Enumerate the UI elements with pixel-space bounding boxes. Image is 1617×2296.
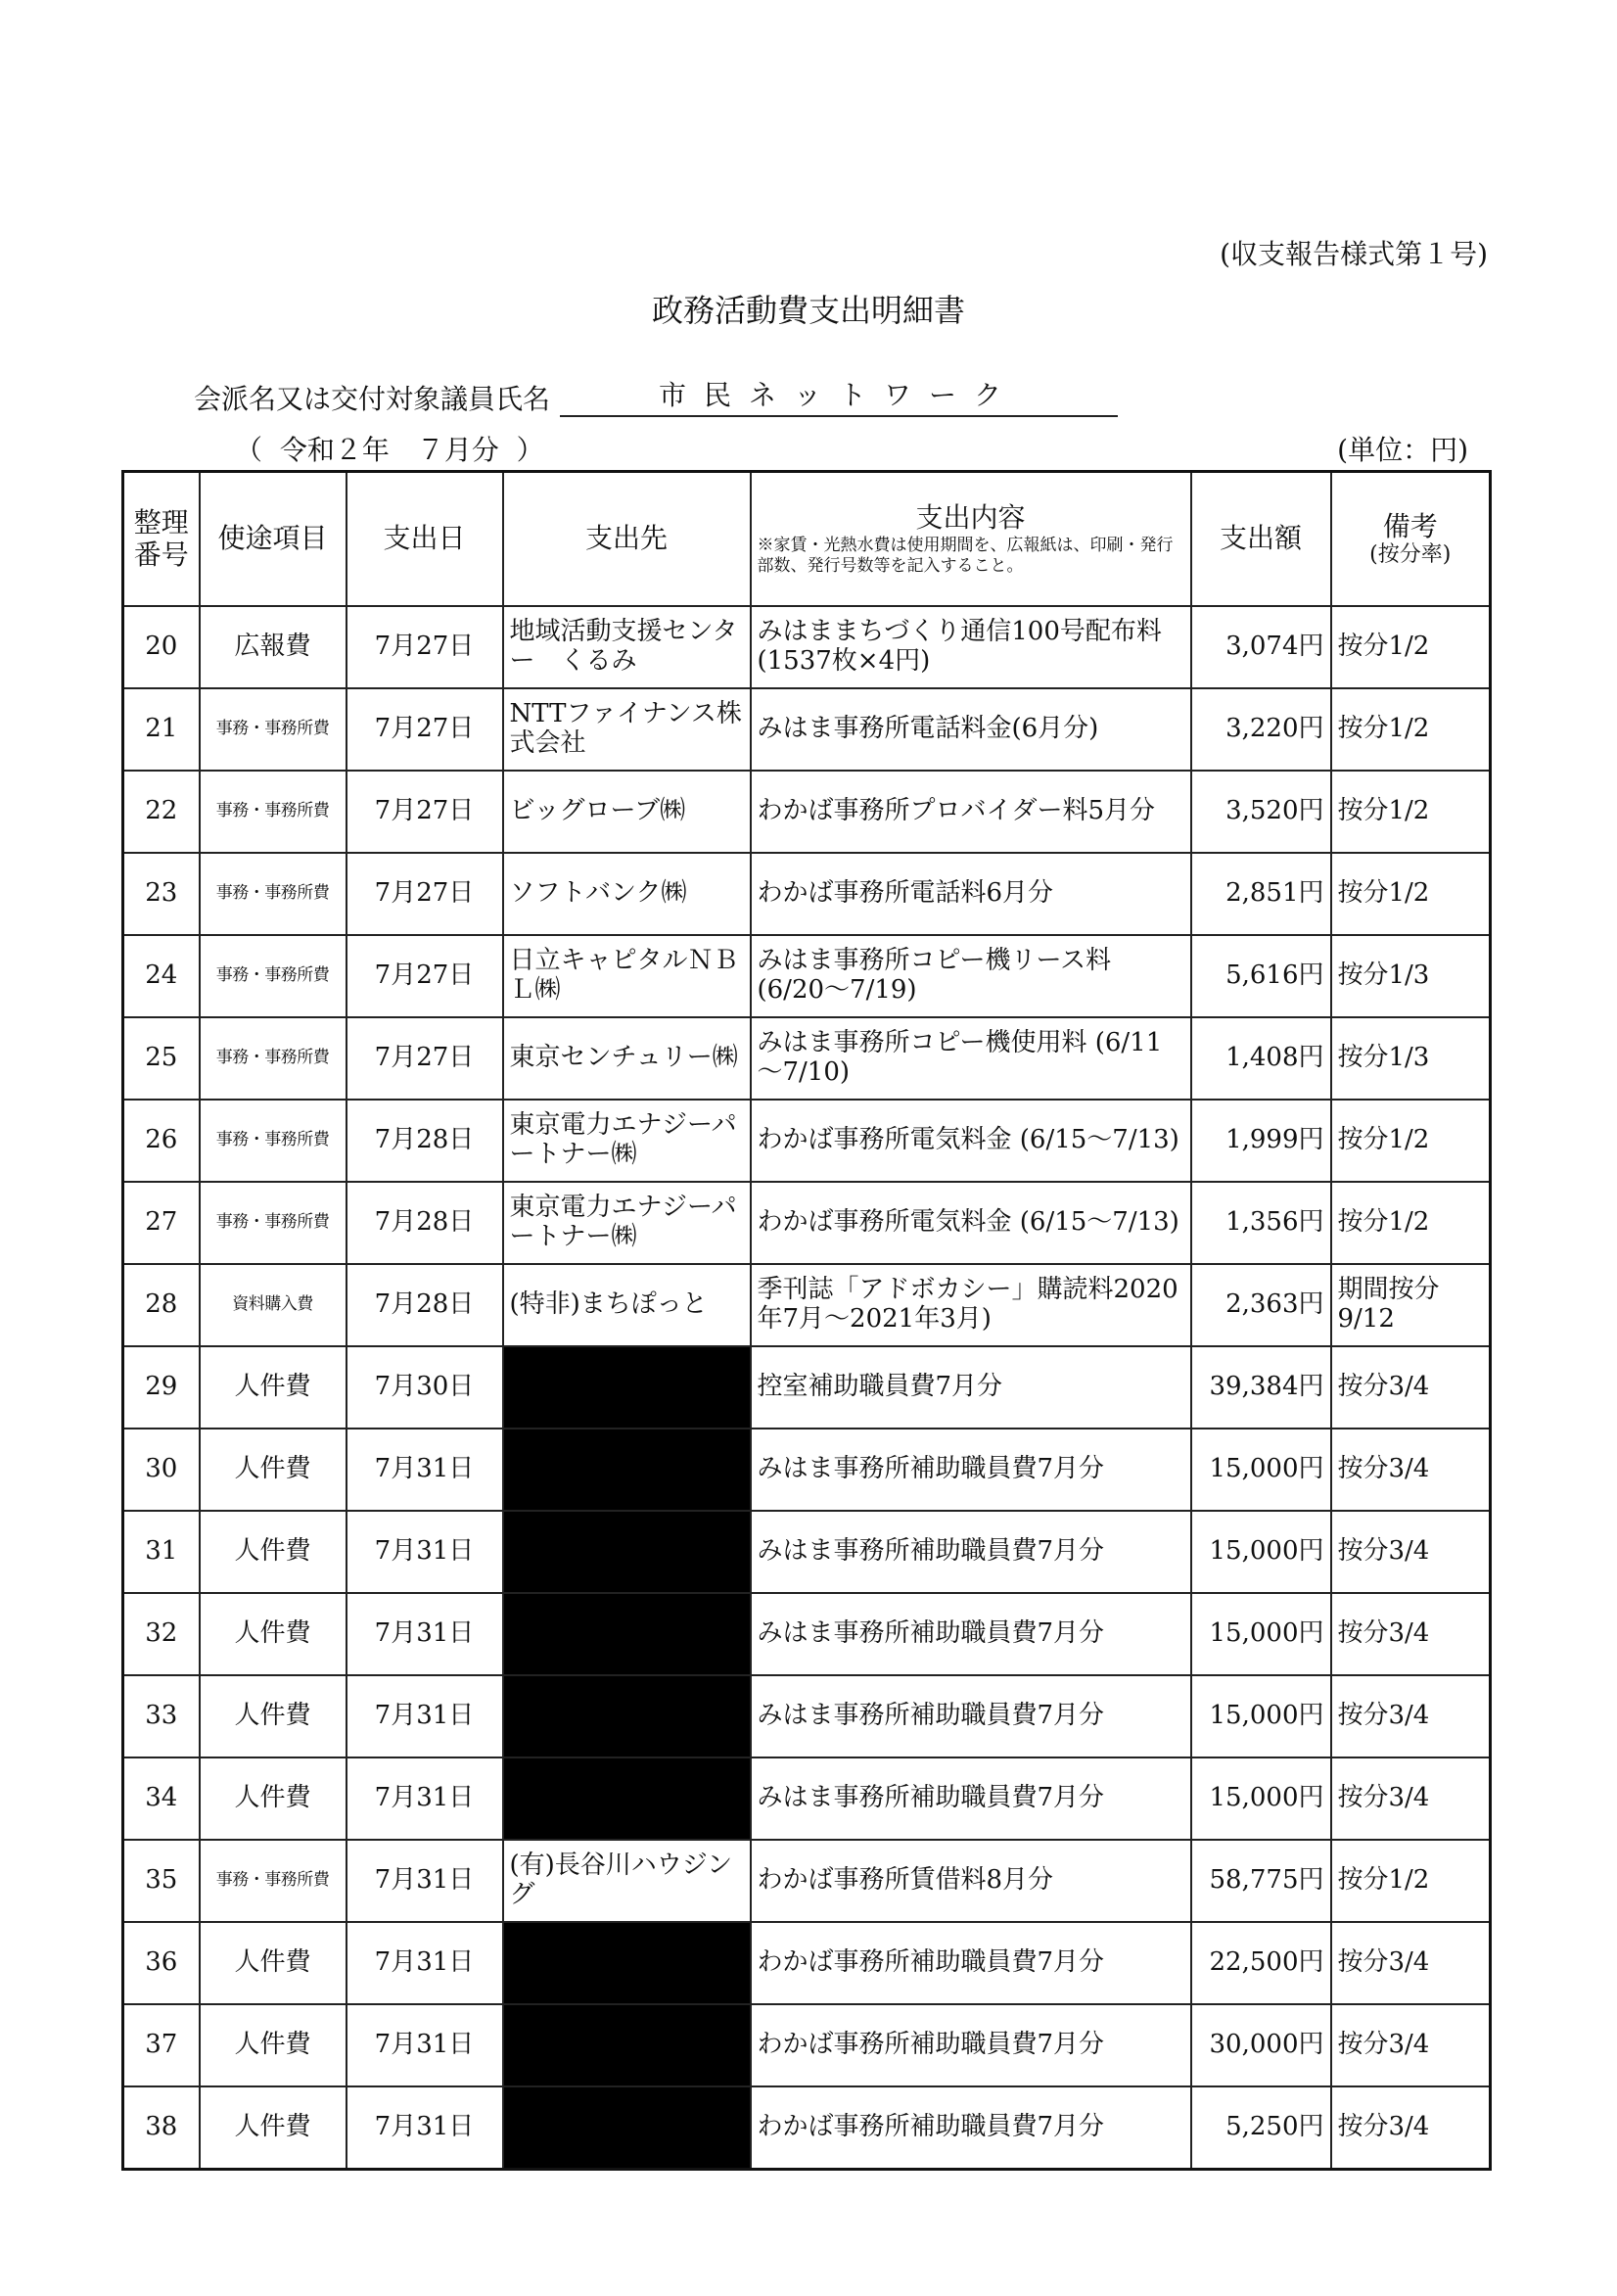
- row-content: わかば事務所プロバイダー料5月分: [751, 771, 1191, 853]
- table-row: [123, 1017, 1491, 1100]
- row-amount: 5,250円: [1191, 2086, 1331, 2170]
- row-date: 7月31日: [346, 1593, 503, 1675]
- header-row: [123, 472, 1491, 607]
- row-amount: 2,363円: [1191, 1264, 1331, 1346]
- row-use: 人件費: [200, 1429, 346, 1511]
- header-note-sub: (按分率): [1369, 541, 1452, 567]
- row-date: 7月27日: [346, 935, 503, 1017]
- table-row: [123, 1922, 1491, 2004]
- row-content: わかば事務所補助職員費7月分: [751, 2004, 1191, 2086]
- row-amount: 3,074円: [1191, 606, 1331, 688]
- row-payee: (有)長谷川ハウジング: [503, 1840, 751, 1922]
- row-use: 事務・事務所費: [200, 1100, 346, 1182]
- row-content: みはま事務所補助職員費7月分: [751, 1757, 1191, 1840]
- row-use: 事務・事務所費: [200, 688, 346, 771]
- row-note: 按分3/4: [1331, 2004, 1491, 2086]
- table-row: [123, 688, 1491, 771]
- header-no: [123, 472, 200, 607]
- row-note: 按分3/4: [1331, 1593, 1491, 1675]
- row-payee: ソフトバンク㈱: [503, 853, 751, 935]
- table-row: [123, 1840, 1491, 1922]
- row-note: 按分3/4: [1331, 1429, 1491, 1511]
- table-row: [123, 935, 1491, 1017]
- row-use: 事務・事務所費: [200, 935, 346, 1017]
- row-payee: NTTファイナンス株式会社: [503, 688, 751, 771]
- table-row: [123, 771, 1491, 853]
- row-number: 38: [123, 2086, 200, 2170]
- row-amount: 58,775円: [1191, 1840, 1331, 1922]
- table-row: [123, 1429, 1491, 1511]
- row-number: 26: [123, 1100, 200, 1182]
- party-row: [194, 374, 1118, 417]
- row-date: 7月30日: [346, 1346, 503, 1429]
- row-date: 7月28日: [346, 1182, 503, 1264]
- table-row: [123, 1182, 1491, 1264]
- row-use: 人件費: [200, 2004, 346, 2086]
- row-date: 7月27日: [346, 1017, 503, 1100]
- redacted-block: [503, 2086, 751, 2170]
- row-note: 按分1/2: [1331, 1840, 1491, 1922]
- table-row: [123, 2004, 1491, 2086]
- row-content: みはま事務所電話料金(6月分): [751, 688, 1191, 771]
- table-row: [123, 1593, 1491, 1675]
- row-use: 人件費: [200, 2086, 346, 2170]
- table-row: [123, 1757, 1491, 1840]
- row-amount: 22,500円: [1191, 1922, 1331, 2004]
- row-date: 7月28日: [346, 1100, 503, 1182]
- row-date: 7月27日: [346, 688, 503, 771]
- table-row: [123, 1511, 1491, 1593]
- redacted-block: [503, 1757, 751, 1840]
- row-amount: 15,000円: [1191, 1757, 1331, 1840]
- table-row: [123, 1264, 1491, 1346]
- redacted-block: [503, 1429, 751, 1511]
- header-amount: 支出額: [1191, 472, 1331, 607]
- row-amount: 5,616円: [1191, 935, 1331, 1017]
- row-payee: 東京電力エナジーパートナー㈱: [503, 1100, 751, 1182]
- row-date: 7月31日: [346, 1675, 503, 1757]
- expense-table: [121, 470, 1492, 2171]
- row-amount: 15,000円: [1191, 1511, 1331, 1593]
- party-name: 市民ネットワーク: [560, 374, 1118, 417]
- table-row: [123, 853, 1491, 935]
- row-date: 7月27日: [346, 853, 503, 935]
- row-amount: 15,000円: [1191, 1429, 1331, 1511]
- row-content: みはま事務所補助職員費7月分: [751, 1593, 1191, 1675]
- redacted-block: [503, 1346, 751, 1429]
- row-number: 36: [123, 1922, 200, 2004]
- row-use: 広報費: [200, 606, 346, 688]
- row-note: 按分1/2: [1331, 606, 1491, 688]
- redacted-block: [503, 2004, 751, 2086]
- row-note: 按分3/4: [1331, 1346, 1491, 1429]
- header-content: [751, 472, 1191, 607]
- redacted-block: [503, 1675, 751, 1757]
- row-note: 期間按分9/12: [1331, 1264, 1491, 1346]
- table-row: [123, 2086, 1491, 2170]
- row-content: わかば事務所電話料6月分: [751, 853, 1191, 935]
- redacted-block: [503, 1511, 751, 1593]
- row-number: 24: [123, 935, 200, 1017]
- row-number: 31: [123, 1511, 200, 1593]
- row-content: みはま事務所コピー機使用料 (6/11～7/10): [751, 1017, 1191, 1100]
- table-row: [123, 1346, 1491, 1429]
- row-content: みはま事務所補助職員費7月分: [751, 1429, 1191, 1511]
- row-use: 事務・事務所費: [200, 853, 346, 935]
- row-number: 29: [123, 1346, 200, 1429]
- header-note: [1331, 472, 1491, 607]
- row-content: わかば事務所補助職員費7月分: [751, 2086, 1191, 2170]
- row-use: 人件費: [200, 1511, 346, 1593]
- period-text: 令和２年 ７月分: [279, 434, 499, 466]
- row-amount: 39,384円: [1191, 1346, 1331, 1429]
- row-content: みはままちづくり通信100号配布料(1537枚×4円): [751, 606, 1191, 688]
- header-note-title: 備考: [1382, 509, 1438, 542]
- row-date: 7月31日: [346, 1840, 503, 1922]
- header-date: 支出日: [346, 472, 503, 607]
- header-no-line1: 整理: [133, 506, 189, 539]
- row-use: 人件費: [200, 1922, 346, 2004]
- row-amount: 3,520円: [1191, 771, 1331, 853]
- row-amount: 1,999円: [1191, 1100, 1331, 1182]
- table-row: [123, 606, 1491, 688]
- row-note: 按分1/2: [1331, 853, 1491, 935]
- row-content: みはま事務所コピー機リース料 (6/20～7/19): [751, 935, 1191, 1017]
- row-number: 28: [123, 1264, 200, 1346]
- row-payee: 日立キャピタルＮＢＬ㈱: [503, 935, 751, 1017]
- row-number: 27: [123, 1182, 200, 1264]
- row-note: 按分3/4: [1331, 1922, 1491, 2004]
- row-use: 人件費: [200, 1757, 346, 1840]
- row-use: 事務・事務所費: [200, 771, 346, 853]
- row-content: わかば事務所電気料金 (6/15～7/13): [751, 1100, 1191, 1182]
- row-payee: 東京電力エナジーパートナー㈱: [503, 1182, 751, 1264]
- row-use: 事務・事務所費: [200, 1840, 346, 1922]
- table-row: [123, 1100, 1491, 1182]
- row-number: 33: [123, 1675, 200, 1757]
- row-amount: 15,000円: [1191, 1675, 1331, 1757]
- row-amount: 1,408円: [1191, 1017, 1331, 1100]
- row-amount: 2,851円: [1191, 853, 1331, 935]
- row-number: 22: [123, 771, 200, 853]
- row-use: 事務・事務所費: [200, 1182, 346, 1264]
- row-date: 7月31日: [346, 1511, 503, 1593]
- row-number: 35: [123, 1840, 200, 1922]
- row-use: 事務・事務所費: [200, 1017, 346, 1100]
- row-note: 按分3/4: [1331, 2086, 1491, 2170]
- row-date: 7月31日: [346, 1922, 503, 2004]
- period: [235, 429, 544, 468]
- row-use: 人件費: [200, 1346, 346, 1429]
- party-label: 会派名又は交付対象議員氏名: [194, 383, 551, 415]
- row-payee: 地域活動支援センター くるみ: [503, 606, 751, 688]
- row-content: 控室補助職員費7月分: [751, 1346, 1191, 1429]
- row-note: 按分1/2: [1331, 1182, 1491, 1264]
- row-note: 按分3/4: [1331, 1511, 1491, 1593]
- row-number: 37: [123, 2004, 200, 2086]
- row-number: 34: [123, 1757, 200, 1840]
- row-number: 23: [123, 853, 200, 935]
- redacted-block: [503, 1593, 751, 1675]
- row-note: 按分1/2: [1331, 1100, 1491, 1182]
- row-amount: 15,000円: [1191, 1593, 1331, 1675]
- row-payee: ビッグローブ㈱: [503, 771, 751, 853]
- unit-label: (単位：円): [1337, 434, 1468, 466]
- expense-table-body: [123, 606, 1491, 2170]
- row-date: 7月28日: [346, 1264, 503, 1346]
- form-number: (収支報告様式第１号): [1220, 238, 1488, 270]
- row-number: 25: [123, 1017, 200, 1100]
- row-content: わかば事務所電気料金 (6/15～7/13): [751, 1182, 1191, 1264]
- document-title: 政務活動費支出明細書: [651, 292, 965, 329]
- row-note: 按分1/3: [1331, 1017, 1491, 1100]
- redacted-block: [503, 1922, 751, 2004]
- row-note: 按分1/3: [1331, 935, 1491, 1017]
- row-note: 按分1/2: [1331, 688, 1491, 771]
- row-content: わかば事務所賃借料8月分: [751, 1840, 1191, 1922]
- row-amount: 1,356円: [1191, 1182, 1331, 1264]
- row-amount: 3,220円: [1191, 688, 1331, 771]
- header-use: 使途項目: [200, 472, 346, 607]
- row-use: 人件費: [200, 1593, 346, 1675]
- row-content: みはま事務所補助職員費7月分: [751, 1675, 1191, 1757]
- row-date: 7月27日: [346, 771, 503, 853]
- period-close: ）: [516, 434, 544, 466]
- row-number: 32: [123, 1593, 200, 1675]
- row-date: 7月31日: [346, 1429, 503, 1511]
- row-amount: 30,000円: [1191, 2004, 1331, 2086]
- header-no-line2: 番号: [133, 538, 189, 571]
- row-note: 按分3/4: [1331, 1675, 1491, 1757]
- row-number: 21: [123, 688, 200, 771]
- header-content-note: ※家賃・光熱水費は使用期間を、広報紙は、印刷・発行部数、発行号数等を記入すること。: [757, 536, 1174, 576]
- row-payee: 東京センチュリー㈱: [503, 1017, 751, 1100]
- period-open: （: [235, 434, 263, 466]
- header-content-title: 支出内容: [915, 501, 1026, 535]
- header-payee: 支出先: [503, 472, 751, 607]
- row-content: 季刊誌「アドボカシー」購読料2020年7月～2021年3月): [751, 1264, 1191, 1346]
- row-date: 7月31日: [346, 2004, 503, 2086]
- row-number: 30: [123, 1429, 200, 1511]
- row-content: わかば事務所補助職員費7月分: [751, 1922, 1191, 2004]
- table-row: [123, 1675, 1491, 1757]
- row-use: 人件費: [200, 1675, 346, 1757]
- row-note: 按分1/2: [1331, 771, 1491, 853]
- row-date: 7月27日: [346, 606, 503, 688]
- row-note: 按分3/4: [1331, 1757, 1491, 1840]
- row-date: 7月31日: [346, 2086, 503, 2170]
- row-date: 7月31日: [346, 1757, 503, 1840]
- row-use: 資料購入費: [200, 1264, 346, 1346]
- row-payee: (特非)まちぽっと: [503, 1264, 751, 1346]
- row-content: みはま事務所補助職員費7月分: [751, 1511, 1191, 1593]
- row-number: 20: [123, 606, 200, 688]
